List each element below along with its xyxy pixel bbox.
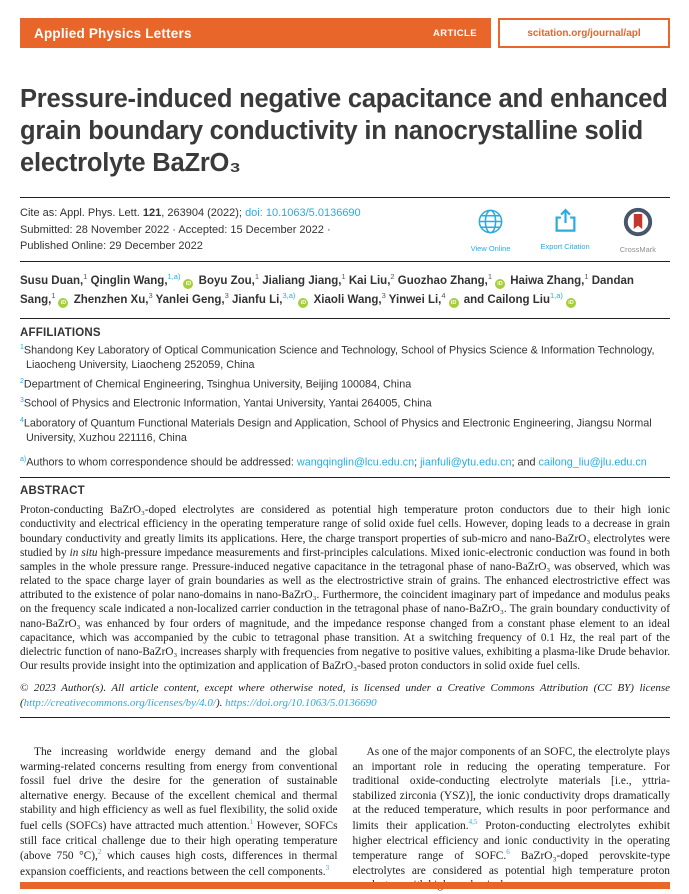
orcid-icon[interactable]: iD: [58, 298, 68, 308]
crossmark-button[interactable]: [620, 207, 656, 254]
export-citation-button[interactable]: [541, 207, 590, 254]
body-columns: [20, 745, 670, 893]
reference-link[interactable]: 4,5: [468, 818, 478, 827]
author: and Cailong Liu$^{1,a)}$iD: [464, 294, 578, 306]
body-column-right: [353, 745, 671, 893]
crossmark-label: CrossMark: [619, 244, 656, 254]
cite-block: [20, 205, 361, 255]
view-online-button[interactable]: [471, 207, 511, 254]
affiliation-item: $^1$Shandong Key Laboratory of Optical Communication Science and Technology, School of Physics Science & Information Technology, Liaocheng University, Liaocheng 252059, China: [20, 344, 655, 372]
globe-icon: [476, 207, 505, 241]
abstract-text: Proton-conducting BaZrO₃-doped electrolytes are considered as potential high temperature proton conductors due to their high ionic conductivity and electrical efficiency in the operating temperature range of solid oxide fuel cells. However, doping leads to a decrease in grain boundary conductivity and greatly limits its applications. Here, the charge transport properties of sub-micro and nano-BaZrO₃ electrolytes were studied by in situ high-pressure impedance measurements and first-principles calculations. Mixed ionic-electronic conduction was found in both samples in the whole pressure range. Pressure-induced negative capacitance in the tetragonal phase of nano-BaZrO₃ was observed, which was related to the space charge layer of grain boundaries as well as the electrostrictive strain of grains. The enhanced electrostrictive effect was attributed to the existence of polar nano-domains in nano-BaZrO₃. Furthermore, the coincident imaginary part of impedance and modulus peaks on the frequency scale indicated a non-localized carrier conduction in the tetragonal phase of nano-BaZrO₃. The grain boundary conductivity of nano-BaZrO₃ was enhanced by four orders of magnitude, and the impedance response changed from a constant phase element to an ideal capacitance, which was accompanied by the cubic to tetragonal phase transition. At a switching frequency of 0.1 Hz, the real part of the dielectric function of nano-BaZrO₃ increases sharply with frequencies from negative to positive values, exhibiting a plasma-like Drude behavior. Our results provide insight into the optimization and application of BaZrO₃-based proton conductors in solid oxide fuel cells.: [20, 504, 670, 673]
body-paragraph: As one of the major components of an SOFC, the electrolyte plays an important role in reducing the operating temperature. For traditional oxide-conducting electrolyte materials [i.e., yttria-stabilized zirconia (YSZ)], the ionic conductivity drops dramatically at the reduced temperature, which results in poor performance and limits their application.$^{4,5}$ Proton-conducting electrolytes exhibit higher electrical efficiency and ionic conductivity in the operating temperature range of SOFC.$^6$ BaZrO₃-doped perovskite-type electrolytes are considered as potential high temperature proton: [352, 745, 671, 877]
body-column-left: [20, 745, 338, 893]
correspondence-note: $^{a)}$Authors to whom correspondence should be addressed: wangqinglin@lcu.edu.cn; jianfuli@ytu.edu.cn; and cailong_liu@jlu.edu.cn: [20, 455, 647, 469]
reference-link[interactable]: 2: [97, 848, 102, 857]
article-actions: [471, 207, 670, 254]
orcid-icon[interactable]: iD: [495, 279, 505, 289]
export-icon: [552, 207, 579, 239]
journal-site-link[interactable]: [498, 18, 670, 48]
author-list: [20, 262, 670, 318]
cite-line-2: Submitted: 28 November 2022 · Accepted: 15 December 2022 ·: [20, 223, 331, 236]
author: Haiwa Zhang,$^1$: [510, 271, 589, 287]
affiliation-item: $^2$Department of Chemical Engineering, Tsinghua University, Beijing 100084, China: [20, 378, 412, 391]
author: Yinwei Li,$^4$iD: [389, 294, 461, 306]
affiliations-heading: AFFILIATIONS: [20, 327, 101, 340]
article-type-label: ARTICLE: [433, 27, 477, 39]
reference-link[interactable]: 6: [506, 848, 510, 857]
cite-line-1: Cite as: Appl. Phys. Lett. 121, 263904 (2022); doi: 10.1063/5.0136690: [20, 207, 361, 220]
license-link[interactable]: http://creativecommons.org/licenses/by/4.0/: [23, 696, 216, 709]
view-online-label: View Online: [470, 243, 511, 253]
orcid-icon[interactable]: iD: [449, 298, 459, 308]
journal-name: Applied Physics Letters: [34, 25, 192, 41]
email-link[interactable]: jianfuli@ytu.edu.cn: [420, 456, 512, 469]
author: Xiaoli Wang,$^3$: [313, 291, 386, 307]
cite-line-3: Published Online: 29 December 2022: [20, 240, 203, 253]
volume-number: 121: [142, 207, 162, 220]
crossmark-icon: [623, 207, 653, 242]
journal-banner-bar: [20, 18, 491, 48]
affiliation-item: $^3$School of Physics and Electronic Information, Yantai University, Yantai 264005, China: [20, 397, 432, 410]
author: Susu Duan,$^1$: [20, 271, 88, 287]
author: Jialiang Jiang,$^1$: [262, 271, 346, 287]
divider: [20, 717, 670, 718]
orcid-icon[interactable]: iD: [183, 279, 193, 289]
journal-site-url: scitation.org/journal/apl: [527, 27, 641, 39]
affiliations-section: [20, 319, 670, 445]
article-page: [0, 18, 689, 894]
body-paragraph: The increasing worldwide energy demand and the global warming-related concerns resulting from energy from conventional fossil fuel drive the desire for the generation of sustainable alternative energy. Because of the excellent chemical and thermal stability and high efficiency as well as fuel flexibility, the solid oxide fuel cells (SOFCs) have attracted much attention.$^1$ However, SOFCs still face critical challenge due to their high operating temperature (above 750 °C),$^2$ which causes high costs, differences in thermal expansion coefficients, and reactions between the cell components.$^3$: [20, 745, 338, 878]
author: Zhenzhen Xu,$^3$: [73, 291, 153, 307]
abstract-heading: ABSTRACT: [20, 485, 85, 498]
export-citation-label: Export Citation: [540, 241, 590, 251]
footer-accent-bar: [20, 882, 670, 889]
author: Kai Liu,$^2$: [348, 271, 395, 287]
citation-meta: [20, 198, 670, 261]
author: Yanlei Geng,$^3$: [155, 291, 229, 307]
divider: [20, 477, 670, 478]
author: Dandan Sang,$^1$iD: [20, 274, 634, 307]
page-title: Pressure-induced negative capacitance and enhanced grain boundary conductivity in nanocrystalline solid electrolyte BaZrO₃: [20, 85, 668, 178]
affiliation-item: $^4$Laboratory of Quantum Functional Materials Design and Application, School of Physics and Electronic Engineering, Jiangsu Normal University, Xuzhou 221116, China: [20, 416, 652, 444]
author: Guozhao Zhang,$^1$iD: [398, 275, 507, 287]
orcid-icon[interactable]: iD: [298, 298, 308, 308]
reference-link[interactable]: 3: [325, 863, 330, 872]
author: Jianfu Li,$^{3,a)}$iD: [232, 294, 310, 306]
orcid-icon[interactable]: iD: [566, 298, 576, 308]
author: Qinglin Wang,$^{1,a)}$iD: [91, 275, 196, 287]
email-link[interactable]: wangqinglin@lcu.edu.cn: [296, 456, 415, 469]
email-link[interactable]: cailong_liu@jlu.edu.cn: [538, 456, 647, 469]
license-note: © 2023 Author(s). All article content, except where otherwise noted, is licensed under a Creative Commons Attribution (CC BY) license (http://creativecommons.org/licenses/by/4.0/). https://doi.org/10.1063/5.0136690: [20, 682, 670, 709]
reference-link[interactable]: 1: [249, 818, 254, 827]
author: Boyu Zou,$^1$: [198, 271, 260, 287]
doi-link[interactable]: doi: 10.1063/5.0136690: [245, 207, 361, 220]
journal-banner: [20, 18, 670, 48]
doi-url-link[interactable]: https://doi.org/10.1063/5.0136690: [225, 696, 377, 709]
